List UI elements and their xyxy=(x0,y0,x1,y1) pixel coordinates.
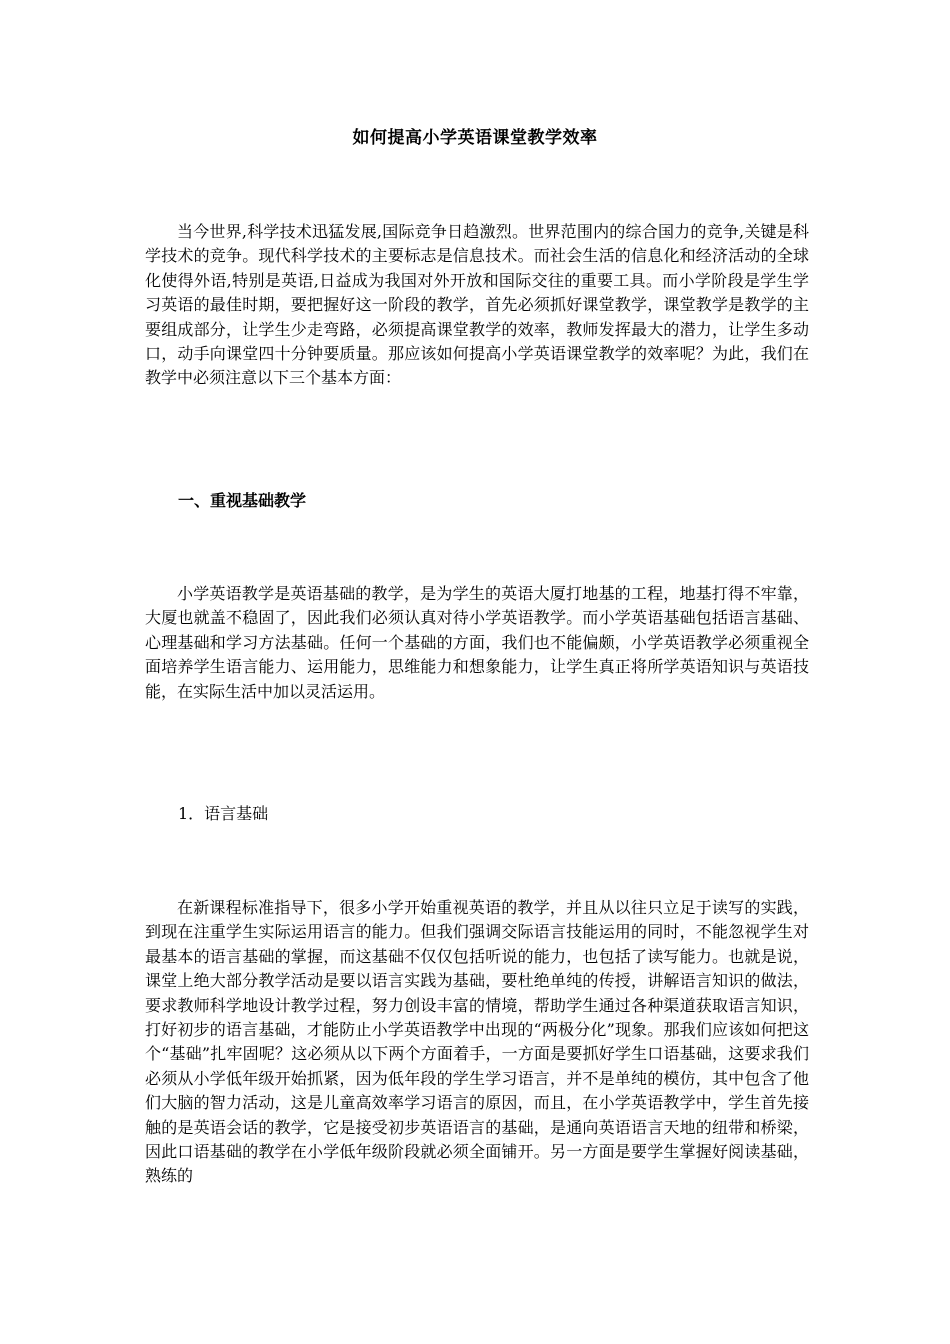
intro-paragraph: 当今世界,科学技术迅猛发展,国际竞争日趋激烈。世界范围内的综合国力的竞争,关键是科学技术的竞争。现代科学技术的主要标志是信息技术。而社会生活的信息化和经济活动的全球化使得外语,特别是英语,日益成为我国对外开放和国际交往的重要工具。而小学阶段是学生学习英语的最佳时期，要把握好这一阶段的教学，首先必须抓好课堂教学，课堂教学是教学的主要组成部分，让学生少走弯路，必须提高课堂教学的效率，教师发挥最大的潜力，让学生多动口，动手向课堂四十分钟要质量。那应该如何提高小学英语课堂教学的效率呢？为此，我们在教学中必须注意以下三个基本方面： xyxy=(145,222,809,388)
section-paragraph: 小学英语教学是英语基础的教学，是为学生的英语大厦打地基的工程，地基打得不牢靠，大厦也就盖不稳固了，因此我们必须认真对待小学英语教学。而小学英语基础包括语言基础、心理基础和学习方法基础。任何一个基础的方面，我们也不能偏颇，小学英语教学必须重视全面培养学生语言能力、运用能力，思维能力和想象能力，让学生真正将所学英语知识与英语技能，在实际生活中加以灵活运用。 xyxy=(145,584,809,701)
subsection-heading: 1．语言基础 xyxy=(178,804,269,823)
section-heading: 一、重视基础教学 xyxy=(178,491,307,510)
document-title: 如何提高小学英语课堂教学效率 xyxy=(352,128,598,148)
subsection-paragraph: 在新课程标准指导下，很多小学开始重视英语的教学，并且从以往只立足于读写的实践，到现在注重学生实际运用语言的能力。但我们强调交际语言技能运用的同时，不能忽视学生对最基本的语言基础的掌握，而这基础不仅仅包括听说的能力，也包括了读写能力。也就是说，课堂上绝大部分教学活动是要以语言实践为基础，要杜绝单纯的传授，讲解语言知识的做法，要求教师科学地设计教学过程，努力创设丰富的情境，帮助学生通过各种渠道获取语言知识，打好初步的语言基础，才能防止小学英语教学中出现的“两极分化”现象。那我们应该如何把这个“基础”扎牢固呢？这必须从以下两个方面着手，一方面是要抓好学生口语基础，这要求我们必须从小学低年级开始抓紧，因为低年段的学生学习语言，并不是单纯的模仿，其中包含了他们大脑的智力活动，这是儿童高效率学习语言的原因，而且，在小学英语教学中，学生首先接触的是英语会话的教学，它是接受初步英语语言的基础，是通向英语语言天地的纽带和桥梁，因此口语基础的教学在小学低年级阶段就必须全面铺开。另一方面是要学生掌握好阅读基础，熟练的 xyxy=(145,898,809,1186)
